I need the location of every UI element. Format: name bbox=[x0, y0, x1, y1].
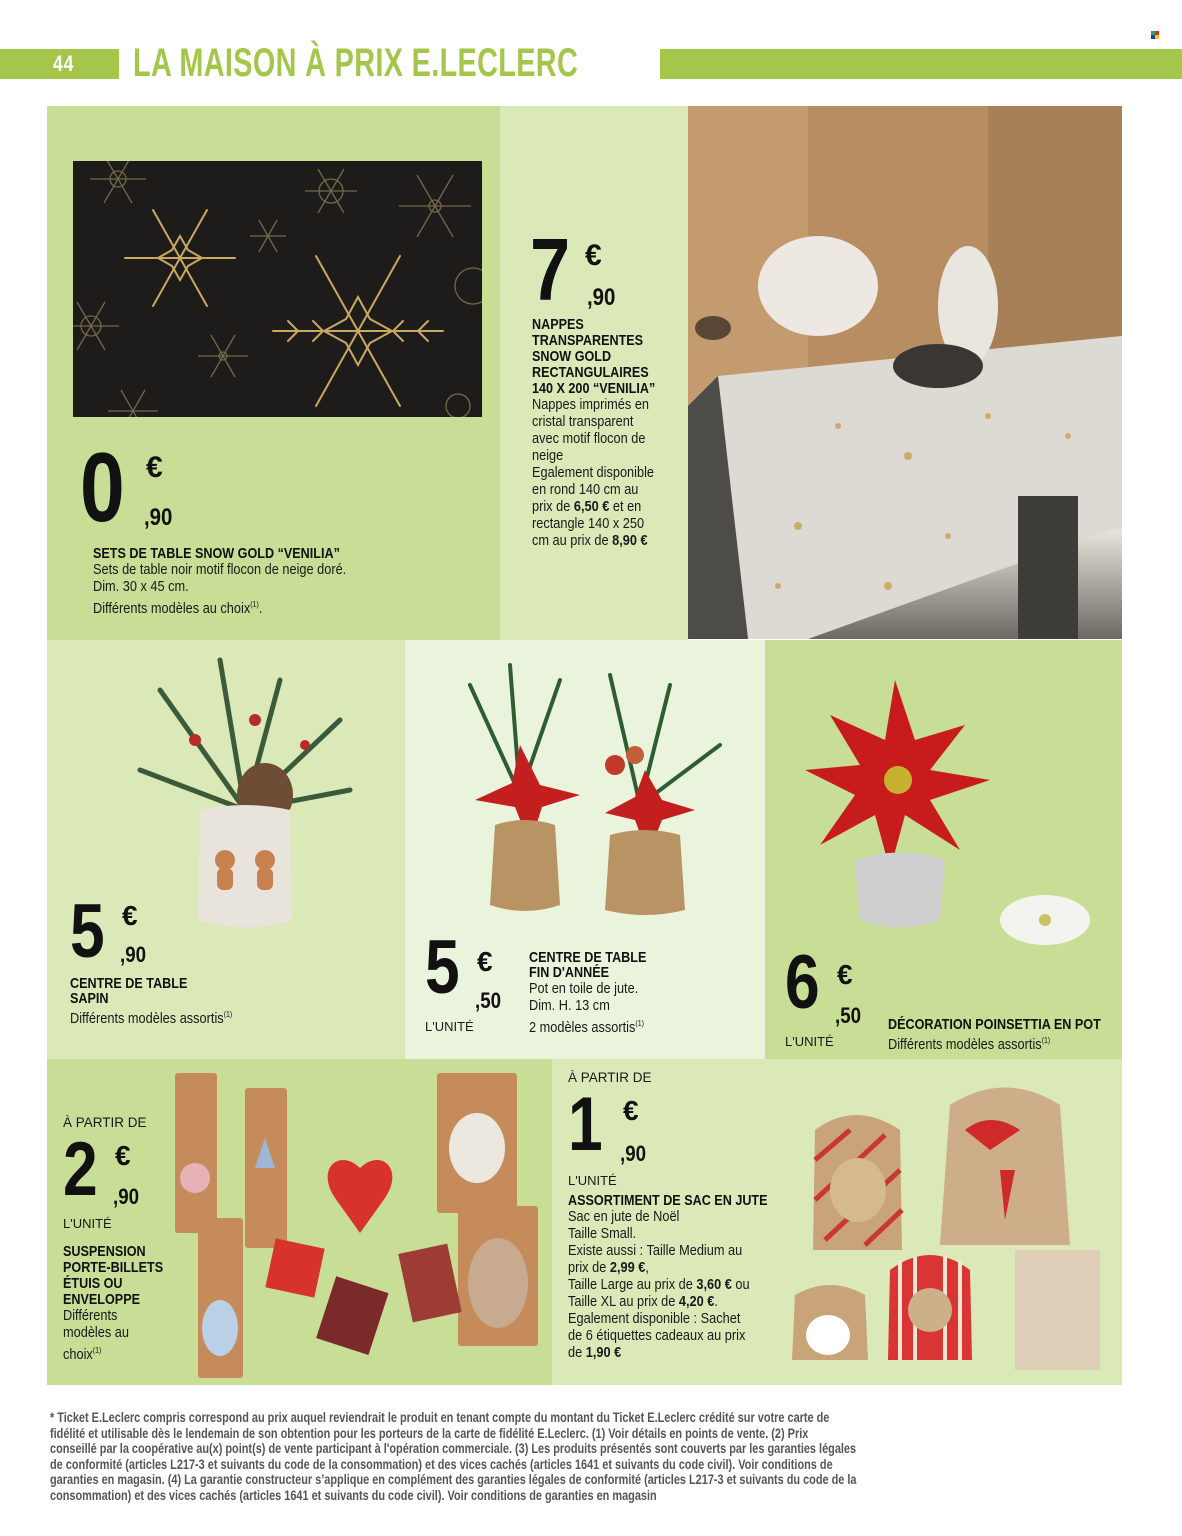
sac-jute-desc-9: de 1,90 € bbox=[568, 1345, 622, 1361]
sac-jute-title: ASSORTIMENT DE SAC EN JUTE bbox=[568, 1192, 768, 1209]
placemats-title: SETS DE TABLE SNOW GOLD “VENILIA” bbox=[93, 545, 340, 562]
page-number: 44 bbox=[53, 51, 75, 76]
tablecloth-price: 7 € ,90 bbox=[530, 220, 616, 319]
centre-fin-annee-desc-3: 2 modèles assortis$^{(1)}$ bbox=[529, 1019, 644, 1036]
poinsettia-title: DÉCORATION POINSETTIA EN POT bbox=[888, 1016, 1101, 1033]
poinsettia-desc: Différents modèles assortis$^{(1)}$ bbox=[888, 1036, 1051, 1053]
footnote-line: de conformité (articles L217-3 et suivants du code de la consommation) et des vices cachés (articles 1641 et suivants du code civil). Voir conditions de bbox=[50, 1455, 833, 1472]
sac-jute-desc-7: Egalement disponible : Sachet bbox=[568, 1311, 741, 1327]
centre-fin-annee-title-1: CENTRE DE TABLE bbox=[529, 949, 647, 966]
footnote-line: garanties en magasin. (4) La garantie constructeur s’applique en complément des garanties légales de conformité (articles L217-3 et suivants du code de la bbox=[50, 1471, 857, 1487]
centre-fin-annee-desc-2: Dim. H. 13 cm bbox=[529, 998, 610, 1014]
centre-sapin-title-1: CENTRE DE TABLE bbox=[70, 975, 188, 992]
tablecloth-desc-6: en rond 140 cm au bbox=[532, 482, 639, 498]
footnote-line: conseillé par la coopérative au(x) point(s) de vente participant à l'opération commerciale. (3) Les produits présentés sont couverts par les garanties légales bbox=[50, 1440, 857, 1456]
porte-billets-title-1: SUSPENSION bbox=[63, 1243, 146, 1260]
porte-billets-unit: L'UNITÉ bbox=[63, 1216, 112, 1231]
porte-billets-desc-3: choix$^{(1)}$ bbox=[63, 1346, 102, 1363]
centre-sapin-price: 5 € ,90 bbox=[70, 889, 147, 974]
porte-billets-desc-2: modèles au bbox=[63, 1325, 129, 1341]
placemats-desc-3: Différents modèles au choix$^{(1)}$. bbox=[93, 600, 263, 617]
poinsettia-image bbox=[800, 670, 1100, 960]
legal-footnotes bbox=[50, 1410, 1142, 1503]
placemats-price: 0 € ,90 bbox=[80, 432, 173, 542]
tablecloth-title-5: 140 X 200 “VENILIA” bbox=[532, 380, 656, 397]
poinsettia-price: 6 € ,50 bbox=[785, 940, 862, 1028]
sac-jute-desc-1: Sac en jute de Noël bbox=[568, 1209, 680, 1225]
porte-billets-from: À PARTIR DE bbox=[63, 1115, 147, 1130]
tablecloth-title-1: NAPPES bbox=[532, 316, 584, 333]
sac-jute-desc-4: prix de 2,99 €, bbox=[568, 1260, 649, 1276]
tablecloth-desc-4: neige bbox=[532, 448, 564, 464]
sac-jute-from: À PARTIR DE bbox=[568, 1070, 652, 1085]
tablecloth-desc-9: cm au prix de 8,90 € bbox=[532, 533, 648, 549]
sac-jute-desc-5: Taille Large au prix de 3,60 € ou bbox=[568, 1277, 750, 1293]
sac-jute-desc-2: Taille Small. bbox=[568, 1226, 637, 1242]
placemats-desc-2: Dim. 30 x 45 cm. bbox=[93, 579, 189, 595]
sac-jute-price: 1 € ,90 bbox=[568, 1082, 647, 1167]
centre-sapin-desc: Différents modèles assortis$^{(1)}$ bbox=[70, 1010, 233, 1027]
porte-billets-title-2: PORTE-BILLETS bbox=[63, 1259, 164, 1276]
placemats-desc-1: Sets de table noir motif flocon de neige doré. bbox=[93, 562, 347, 578]
tablecloth-desc-2: cristal transparent bbox=[532, 414, 634, 430]
centre-fin-annee-title-2: FIN D'ANNÉE bbox=[529, 964, 610, 981]
sac-jute-desc-6: Taille XL au prix de 4,20 €. bbox=[568, 1294, 718, 1310]
poinsettia-unit: L'UNITÉ bbox=[785, 1034, 834, 1049]
sac-jute-desc-8: de 6 étiquettes cadeaux au prix bbox=[568, 1328, 746, 1344]
porte-billets-title-3: ÉTUIS OU bbox=[63, 1275, 123, 1292]
brand-logo-icon bbox=[1151, 31, 1159, 39]
footnote-line: fidélité et utilisable dès le lendemain de son obtention pour les porteurs de la carte de fidélité E.Leclerc. (1) Voir détails en points de vente. (2) Prix bbox=[50, 1424, 809, 1441]
centre-sapin-title-2: SAPIN bbox=[70, 990, 109, 1007]
sac-jute-unit: L'UNITÉ bbox=[568, 1173, 617, 1188]
centre-fin-annee-unit: L'UNITÉ bbox=[425, 1019, 474, 1034]
centre-fin-annee-image bbox=[430, 655, 750, 920]
tablecloth-desc-8: rectangle 140 x 250 bbox=[532, 516, 645, 532]
tablecloth-desc-3: avec motif flocon de bbox=[532, 431, 646, 447]
porte-billets-image bbox=[165, 1068, 545, 1378]
porte-billets-title-4: ENVELOPPE bbox=[63, 1291, 141, 1308]
sac-jute-desc-3: Existe aussi : Taille Medium au bbox=[568, 1243, 743, 1259]
tablecloth-photo bbox=[688, 106, 1122, 639]
porte-billets-price: 2 € ,90 bbox=[63, 1127, 140, 1212]
tablecloth-title-2: TRANSPARENTES bbox=[532, 332, 644, 349]
page-title: LA MAISON À PRIX E.LECLERC bbox=[133, 41, 579, 85]
tablecloth-desc-1: Nappes imprimés en bbox=[532, 397, 650, 413]
porte-billets-desc-1: Différents bbox=[63, 1308, 118, 1324]
tablecloth-title-3: SNOW GOLD bbox=[532, 348, 612, 365]
tablecloth-desc-7: prix de 6,50 € et en bbox=[532, 499, 642, 515]
sac-jute-image bbox=[790, 1070, 1120, 1370]
header-bar bbox=[660, 49, 1182, 79]
tablecloth-title-4: RECTANGULAIRES bbox=[532, 364, 649, 381]
centre-fin-annee-price: 5 € ,50 bbox=[425, 925, 502, 1013]
footnote-line: consommation) et des vices cachés (articles 1641 et suivants du code civil). Voir conditions de garanties en magasin bbox=[50, 1486, 657, 1503]
placemat-image bbox=[73, 161, 482, 417]
tablecloth-desc-5: Egalement disponible bbox=[532, 465, 655, 481]
centre-fin-annee-desc-1: Pot en toile de jute. bbox=[529, 981, 639, 997]
footnote-line: * Ticket E.Leclerc compris correspond au prix auquel reviendrait le produit en tenant compte du montant du Ticket E.Leclerc crédité sur votre carte de bbox=[50, 1409, 830, 1425]
